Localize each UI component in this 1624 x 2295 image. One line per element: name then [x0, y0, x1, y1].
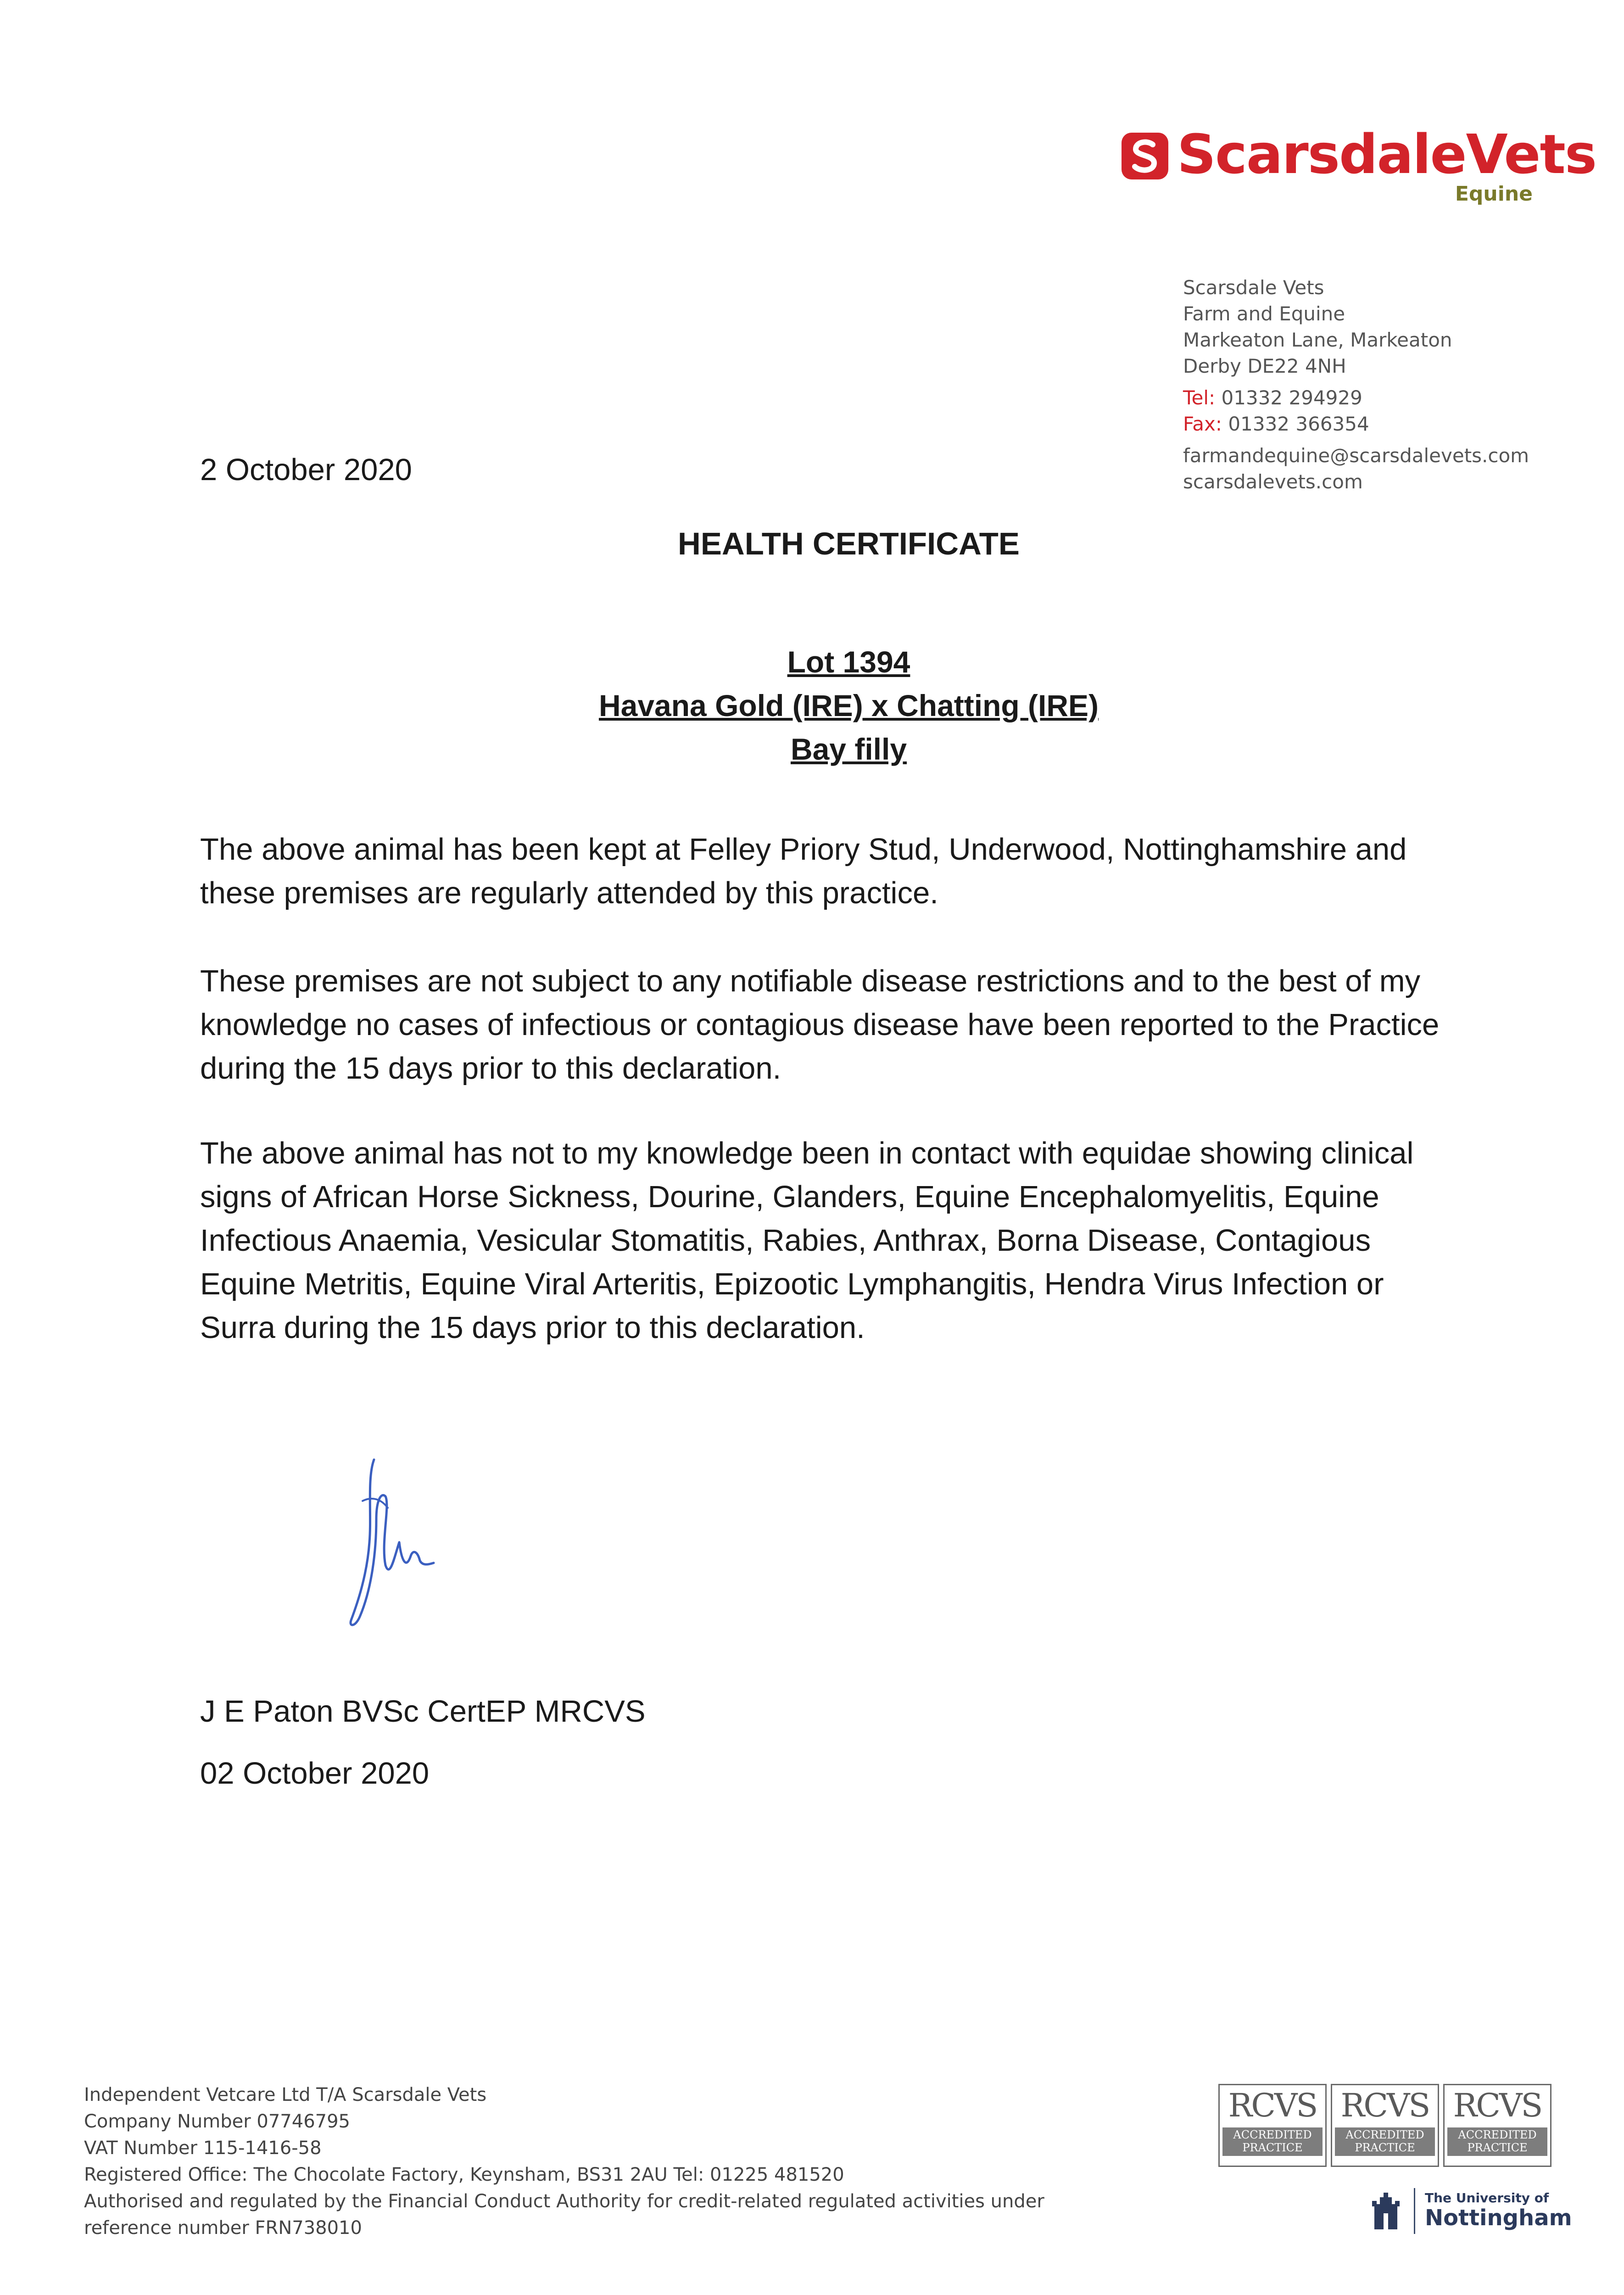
- address-line: Farm and Equine: [1183, 302, 1345, 325]
- footer-line: Independent Vetcare Ltd T/A Scarsdale Vets: [84, 2084, 487, 2105]
- footer-line: reference number FRN738010: [84, 2217, 362, 2239]
- brand-name: ScarsdaleVets: [1177, 123, 1596, 186]
- accreditation-line: PRACTICE: [1355, 2141, 1415, 2154]
- signature-date: 02 October 2020: [200, 1756, 430, 1791]
- address-line: Scarsdale Vets: [1183, 276, 1324, 299]
- address-line: Markeaton Lane, Markeaton: [1183, 329, 1452, 351]
- certificate-title-text: HEALTH CERTIFICATE: [678, 526, 1020, 561]
- fax-label: Fax:: [1183, 413, 1222, 435]
- rcvs-accredited-badge: [1443, 2084, 1551, 2167]
- rcvs-mark: RCVS: [1228, 2087, 1317, 2124]
- footer-line: Authorised and regulated by the Financial Conduct Authority for credit-related regulated activities under: [84, 2191, 1044, 2212]
- footer-line: VAT Number 115-1416-58: [84, 2138, 322, 2159]
- accreditation-label: [1222, 2127, 1323, 2156]
- lot-number: Lot 1394: [787, 645, 910, 679]
- address-line: Derby DE22 4NH: [1183, 355, 1346, 377]
- paragraph-premises: The above animal has been kept at Felley Priory Stud, Underwood, Nottinghamshire and these premises are regularly attended by this practice.: [200, 832, 1407, 910]
- company-footer: [84, 2082, 1185, 2241]
- rcvs-accredited-badge: [1218, 2084, 1327, 2167]
- pedigree: Havana Gold (IRE) x Chatting (IRE): [598, 688, 1099, 722]
- accreditation-label: [1447, 2127, 1547, 2156]
- handwritten-signature: [330, 1450, 459, 1634]
- tel-label: Tel:: [1183, 386, 1216, 409]
- paragraph-contact-declaration: The above animal has not to my knowledge been in contact with equidae showing clinical signs of African Horse Sickness, Dourine, Glanders, Equine Encephalomyelitis, Equine Infectious Anaemia, Vesicular Stomatitis, Rabies, Anthrax, Borna Disease, Contagious Equine Metritis, Equine Viral Arteritis, Epizootic Lymphangitis, Hendra Virus Infection or Surra during the 15 days prior to this declaration.: [200, 1136, 1414, 1345]
- fax-number: 01332 366354: [1228, 413, 1369, 435]
- website-address: scarsdalevets.com: [1183, 470, 1363, 493]
- animal-description: Bay filly: [790, 732, 907, 766]
- telephone-line: [1183, 385, 1596, 411]
- rcvs-mark: RCVS: [1340, 2087, 1429, 2124]
- accreditation-line: PRACTICE: [1467, 2141, 1528, 2154]
- fax-line: [1183, 411, 1596, 437]
- scarsdale-vets-logo: [1120, 123, 1596, 213]
- email-address: farmandequine@scarsdalevets.com: [1183, 444, 1529, 467]
- lot-details: [0, 640, 1624, 771]
- rcvs-mark: RCVS: [1453, 2087, 1542, 2124]
- footer-line: Registered Office: The Chocolate Factory, Keynsham, BS31 2AU Tel: 01225 481520: [84, 2164, 844, 2185]
- scarsdale-logo-icon: [1120, 131, 1170, 181]
- accreditation-line: ACCREDITED: [1233, 2128, 1312, 2141]
- brand-division: Equine: [1455, 182, 1533, 206]
- accreditation-line: ACCREDITED: [1458, 2128, 1537, 2141]
- paragraph-disease-restrictions: These premises are not subject to any notifiable disease restrictions and to the best of my knowledge no cases of infectious or contagious disease have been reported to the Practice during the 15 days prior to this declaration.: [200, 964, 1440, 1086]
- letter-date: 2 October 2020: [200, 453, 412, 487]
- university-of-nottingham-logo: [1370, 2186, 1572, 2236]
- university-line-2: Nottingham: [1425, 2205, 1572, 2231]
- certificate-title: [0, 526, 1624, 562]
- footer-line: Company Number 07746795: [84, 2111, 350, 2132]
- tel-number: 01332 294929: [1221, 386, 1362, 409]
- university-line-1: The University of: [1425, 2190, 1549, 2205]
- rcvs-accredited-badge: [1331, 2084, 1439, 2167]
- accreditation-label: [1335, 2127, 1435, 2156]
- accreditation-line: ACCREDITED: [1345, 2128, 1424, 2141]
- accreditation-line: PRACTICE: [1242, 2141, 1303, 2154]
- signer-name: J E Paton BVSc CertEP MRCVS: [200, 1694, 646, 1729]
- castle-crest-icon: [1370, 2188, 1402, 2232]
- practice-address: [1183, 274, 1596, 495]
